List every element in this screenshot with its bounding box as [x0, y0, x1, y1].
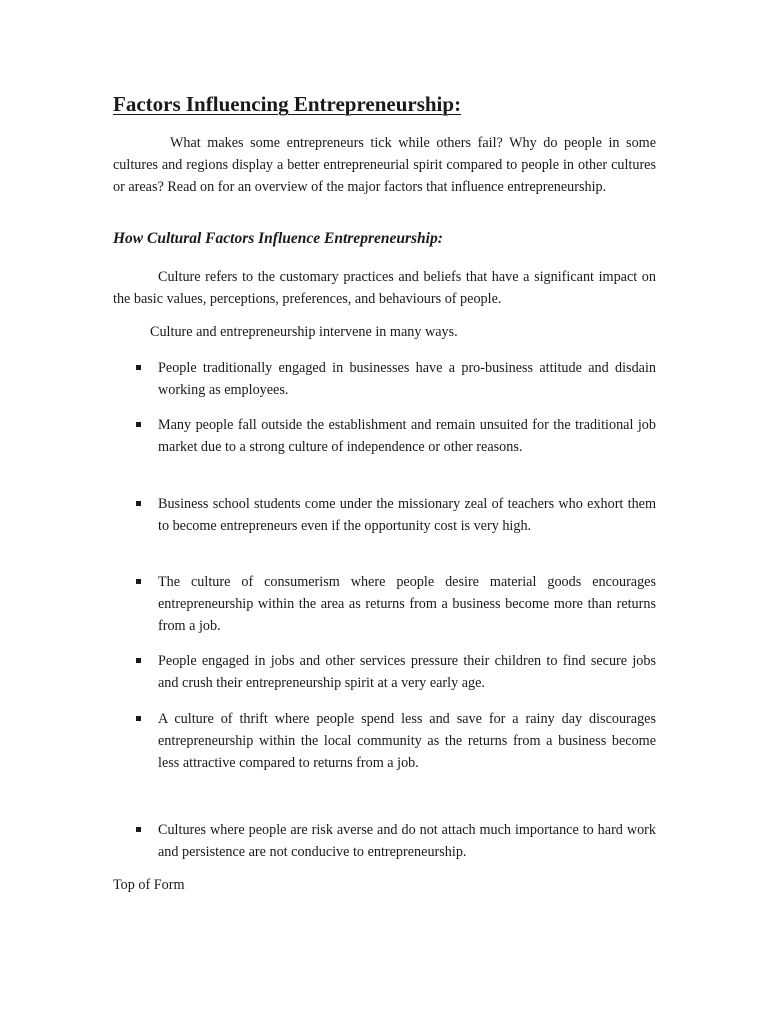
- list-item-text: People engaged in jobs and other services pressure their children to find secure jobs and crush their entrepreneurship spirit at a very early age.: [158, 653, 656, 691]
- list-item: [158, 708, 656, 774]
- intro-paragraph: What makes some entrepreneurs tick while others fail? Why do people in some cultures and regions display a better entrepreneurial spirit compared to people in other cultures or areas? Read on for an overview of the major factors that influence entrepreneurship.: [113, 135, 656, 195]
- list-item: [158, 493, 656, 537]
- square-bullet-icon: [136, 827, 141, 832]
- square-bullet-icon: [136, 422, 141, 427]
- list-item-text: Cultures where people are risk averse and do not attach much importance to hard work and persistence are not conducive to entrepreneurship.: [158, 822, 656, 860]
- culture-definition-paragraph: Culture refers to the customary practices and beliefs that have a significant impact on the basic values, perceptions, preferences, and behaviours of people.: [113, 269, 656, 307]
- section-heading: How Cultural Factors Influence Entrepreneurship:: [113, 230, 443, 247]
- list-item-text: People traditionally engaged in businesses have a pro-business attitude and disdain working as employees.: [158, 360, 656, 398]
- list-item: [158, 357, 656, 401]
- square-bullet-icon: [136, 716, 141, 721]
- list-item: [158, 819, 656, 863]
- intervene-paragraph: Culture and entrepreneurship intervene in many ways.: [150, 324, 458, 340]
- square-bullet-icon: [136, 365, 141, 370]
- list-item-text: Business school students come under the missionary zeal of teachers who exhort them to become entrepreneurs even if the opportunity cost is very high.: [158, 496, 656, 534]
- square-bullet-icon: [136, 501, 141, 506]
- top-of-form-label: Top of Form: [113, 877, 185, 893]
- list-item: [158, 414, 656, 458]
- list-item-text: A culture of thrift where people spend less and save for a rainy day discourages entrepreneurship within the local community as the returns from a business become less attractive compared to returns from a job.: [158, 711, 656, 771]
- list-item-text: Many people fall outside the establishment and remain unsuited for the traditional job market due to a strong culture of independence or other reasons.: [158, 417, 656, 455]
- list-item-text: The culture of consumerism where people desire material goods encourages entrepreneurship within the area as returns from a business become more than returns from a job.: [158, 574, 656, 634]
- square-bullet-icon: [136, 579, 141, 584]
- list-item: [158, 650, 656, 694]
- square-bullet-icon: [136, 658, 141, 663]
- page-title: Factors Influencing Entrepreneurship:: [113, 92, 462, 116]
- list-item: [158, 571, 656, 637]
